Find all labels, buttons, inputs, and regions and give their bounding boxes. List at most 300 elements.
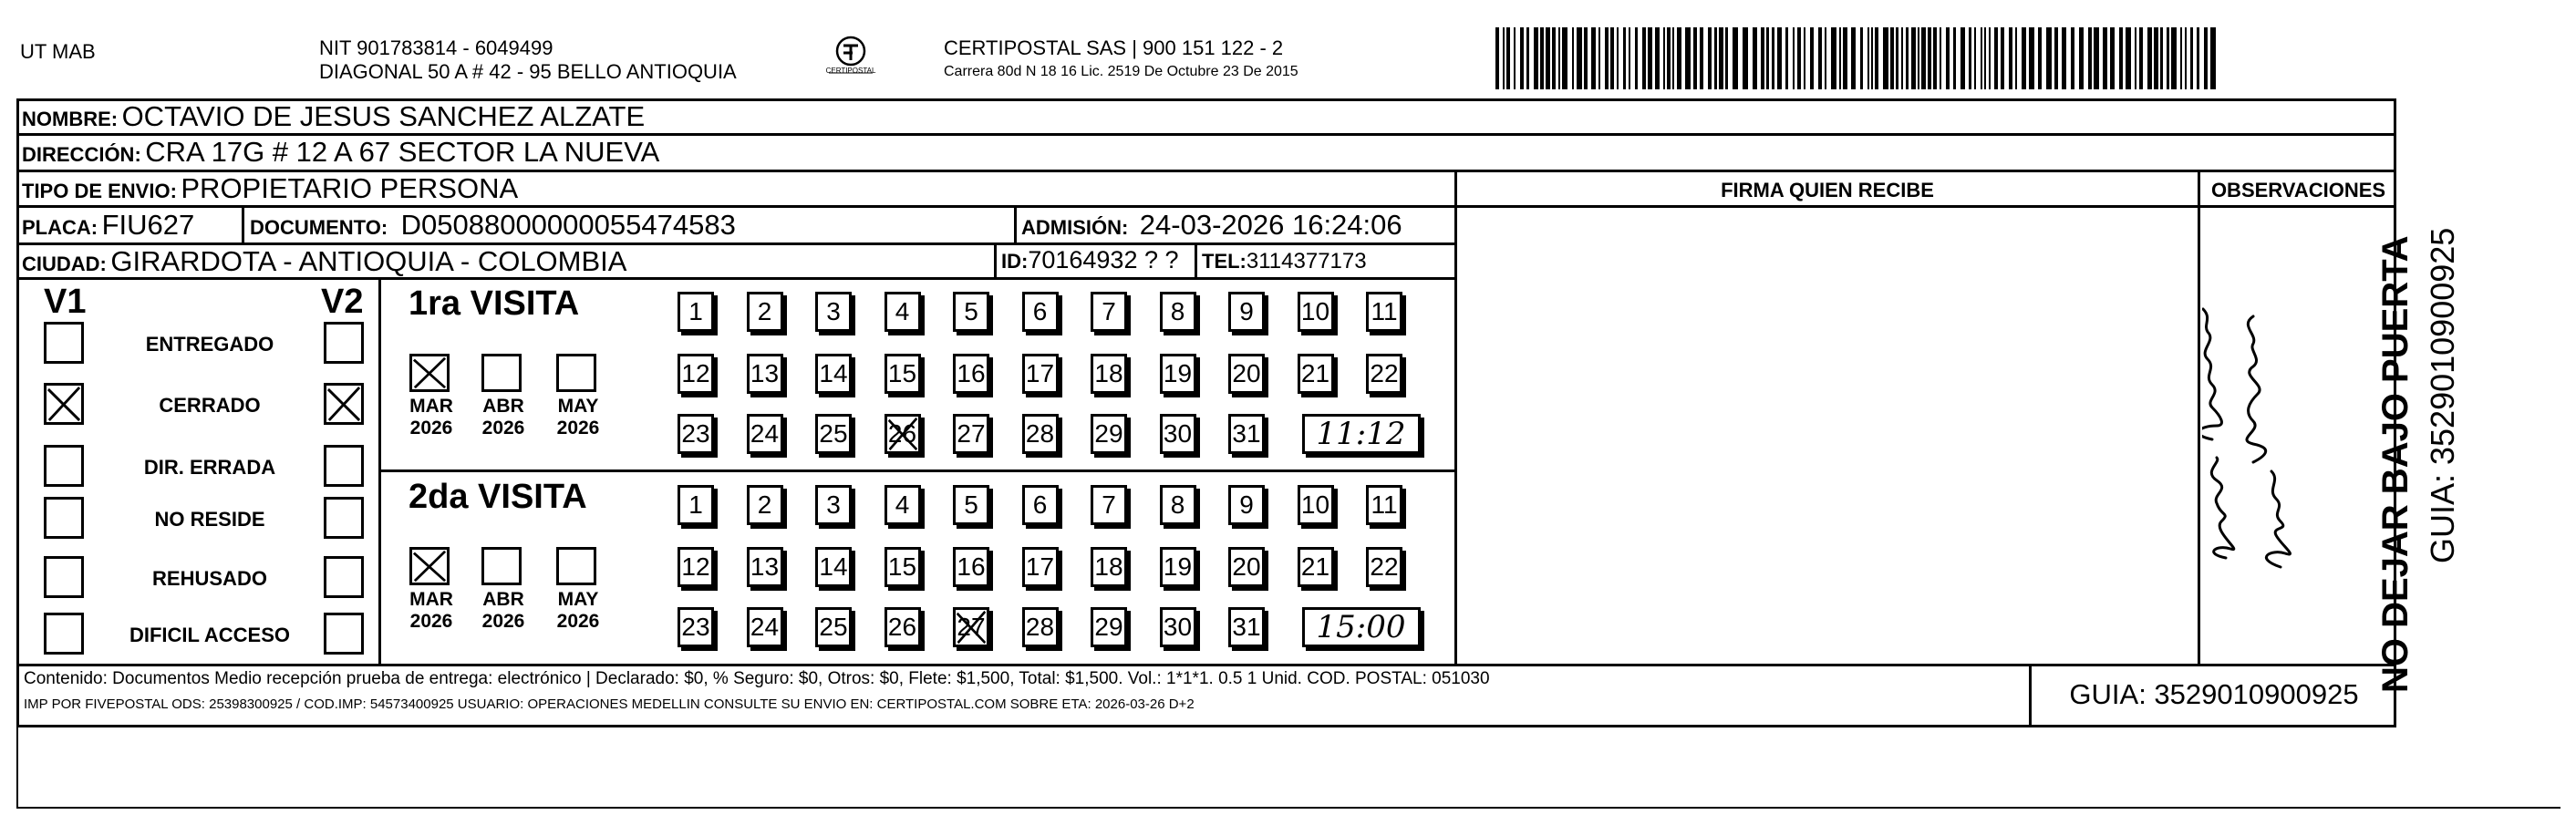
visit2-day-18[interactable]: [1091, 547, 1127, 587]
day-number: 20: [1232, 359, 1261, 387]
barcode-bar: [2171, 27, 2177, 89]
barcode-bar: [1700, 27, 1703, 89]
day-number: 27: [957, 613, 986, 641]
direccion-label: DIRECCIÓN:: [22, 143, 141, 166]
visit2-day-22[interactable]: [1366, 547, 1402, 587]
visit1-day-30[interactable]: [1160, 414, 1196, 454]
check-mark-icon: [47, 386, 81, 422]
v2-checkbox-no-reside[interactable]: [324, 497, 364, 539]
footer-guia: GUIA: 3529010900925: [2069, 678, 2359, 710]
status-label-cerrado: CERRADO: [159, 394, 261, 417]
barcode-bar: [1672, 27, 1674, 89]
visit2-day-10[interactable]: [1298, 485, 1334, 525]
barcode-bar: [2210, 27, 2216, 89]
barcode-bar: [1605, 27, 1609, 89]
month-name: MAY: [557, 589, 599, 610]
day-number: 7: [1102, 490, 1116, 519]
courier-license: Carrera 80d N 18 16 Lic. 2519 De Octubre 23 De 2015: [944, 64, 1298, 79]
barcode-bar: [1642, 27, 1646, 89]
visit1-day-21[interactable]: [1298, 354, 1334, 394]
barcode-bar: [1714, 27, 1717, 89]
visit1-day-4[interactable]: [885, 292, 921, 332]
barcode-bar: [2185, 27, 2187, 89]
barcode-bar: [1890, 27, 1894, 89]
v2-checkbox-dificil-acceso[interactable]: [324, 613, 364, 655]
visit2-day-28[interactable]: [1022, 607, 1059, 647]
visit1-day-23[interactable]: [678, 414, 714, 454]
barcode-bar: [1839, 27, 1841, 89]
day-number: 4: [895, 490, 910, 519]
day-number: 16: [957, 552, 986, 581]
month-year: 2026: [409, 611, 453, 632]
barcode-bar: [2054, 27, 2058, 89]
visit1-title: 1ra VISITA: [409, 284, 580, 323]
barcode-bar: [1989, 27, 1991, 89]
barcode-bar: [1610, 27, 1614, 89]
barcode-bar: [1495, 27, 1499, 89]
barcode-bar: [1534, 27, 1538, 89]
barcode-bar: [1946, 27, 1950, 89]
status-label-rehusado: REHUSADO: [152, 567, 267, 590]
day-number: 31: [1232, 419, 1261, 448]
certipostal-logo: [823, 35, 878, 86]
barcode-bar: [1761, 27, 1764, 89]
visit1-day-5[interactable]: [953, 292, 989, 332]
visit1-day-11[interactable]: [1366, 292, 1402, 332]
v1-checkbox-cerrado[interactable]: [44, 383, 84, 425]
barcode-bar: [1577, 27, 1582, 89]
month-year: 2026: [481, 418, 525, 438]
barcode-bar: [1940, 27, 1941, 89]
day-number: 17: [1025, 359, 1055, 387]
day-number: 31: [1232, 613, 1261, 641]
visit2-day-4[interactable]: [885, 485, 921, 525]
sender-name: UT MAB: [20, 40, 96, 63]
visit1-month-checkbox-may[interactable]: [556, 354, 596, 392]
visit1-day-15[interactable]: [885, 354, 921, 394]
visit1-day-16[interactable]: [953, 354, 989, 394]
visit1-day-7[interactable]: [1091, 292, 1127, 332]
day-number: 23: [681, 613, 710, 641]
visit2-day-20[interactable]: [1228, 547, 1265, 587]
visit2-day-21[interactable]: [1298, 547, 1334, 587]
barcode: [1495, 27, 2225, 89]
v2-header: V2: [321, 283, 364, 321]
status-label-entregado: ENTREGADO: [145, 333, 274, 356]
barcode-bar: [1933, 27, 1937, 89]
visit1-month-checkbox-mar[interactable]: [409, 354, 450, 392]
visit2-day-26[interactable]: [885, 607, 921, 647]
month-year: 2026: [409, 418, 453, 438]
barcode-bar: [2190, 27, 2193, 89]
barcode-bar: [1818, 27, 1822, 89]
observaciones-handwriting: [2202, 208, 2394, 662]
barcode-bar: [2088, 27, 2092, 89]
visit2-day-3[interactable]: [815, 485, 852, 525]
visit1-month-label-may: [551, 396, 605, 439]
barcode-bar: [1810, 27, 1814, 89]
day-number: 16: [957, 359, 986, 387]
day-number: 6: [1032, 297, 1048, 325]
day-number: 5: [964, 297, 978, 325]
barcode-bar: [1743, 27, 1748, 89]
barcode-bar: [1953, 27, 1956, 89]
barcode-bar: [1918, 27, 1919, 89]
day-number: 6: [1032, 490, 1048, 519]
day-number: 2: [757, 490, 772, 519]
day-number: 28: [1025, 419, 1055, 448]
visit1-month-label-mar: [404, 396, 459, 439]
barcode-bar: [1901, 27, 1903, 89]
day-number: 12: [681, 552, 710, 581]
nombre-label: NOMBRE:: [22, 108, 119, 130]
visit2-title: 2da VISITA: [409, 478, 587, 516]
barcode-bar: [1777, 27, 1782, 89]
day-number: 2: [757, 297, 772, 325]
visit1-time-box[interactable]: 11:12: [1302, 414, 1421, 454]
day-number: 28: [1025, 613, 1055, 641]
day-number: 21: [1300, 359, 1330, 387]
barcode-bar: [2147, 27, 2152, 89]
v1-checkbox-dificil-acceso[interactable]: [44, 613, 84, 655]
day-number: 24: [750, 419, 780, 448]
v1-checkbox-dir-errada[interactable]: [44, 445, 84, 487]
day-number: 1: [688, 297, 703, 325]
barcode-bar: [1719, 27, 1723, 89]
day-number: 10: [1300, 490, 1330, 519]
barcode-bar: [1883, 27, 1888, 89]
barcode-bar: [1584, 27, 1588, 89]
day-number: 24: [750, 613, 780, 641]
v1-checkbox-entregado[interactable]: [44, 322, 84, 364]
visit2-day-2[interactable]: [747, 485, 783, 525]
visit1-day-8[interactable]: [1160, 292, 1196, 332]
logo-caption: CERTIPOSTAL: [825, 67, 876, 75]
visit2-day-19[interactable]: [1160, 547, 1196, 587]
id-value: 70164932 ? ?: [1028, 246, 1179, 273]
barcode-bar: [1617, 27, 1619, 89]
month-name: ABR: [482, 589, 524, 610]
day-number: 29: [1094, 419, 1123, 448]
day-number: 25: [819, 419, 848, 448]
day-number: 17: [1025, 552, 1055, 581]
barcode-bar: [2029, 27, 2034, 89]
day-number: 13: [750, 359, 780, 387]
visit2-day-31[interactable]: [1228, 607, 1265, 647]
barcode-bar: [1984, 27, 1986, 89]
barcode-bar: [1667, 27, 1671, 89]
month-name: ABR: [482, 396, 524, 417]
barcode-bar: [2094, 27, 2099, 89]
visit2-day-15[interactable]: [885, 547, 921, 587]
id-label: ID:: [1001, 250, 1029, 273]
day-number: 20: [1232, 552, 1261, 581]
day-number: 26: [887, 613, 917, 641]
visit1-month-checkbox-abr[interactable]: [481, 354, 522, 392]
visit1-day-28[interactable]: [1022, 414, 1059, 454]
day-number: 4: [895, 297, 910, 325]
visit2-month-label-abr: [476, 589, 531, 633]
v2-checkbox-dir-errada[interactable]: [324, 445, 364, 487]
ciudad-value: GIRARDOTA - ANTIOQUIA - COLOMBIA: [110, 245, 627, 277]
month-name: MAR: [409, 396, 453, 417]
visit2-day-16[interactable]: [953, 547, 989, 587]
barcode-bar: [2135, 27, 2136, 89]
day-number: 19: [1163, 359, 1193, 387]
visit2-month-label-may: [551, 589, 605, 633]
barcode-bar: [1928, 27, 1931, 89]
nombre-value: OCTAVIO DE JESUS SANCHEZ ALZATE: [121, 100, 646, 132]
day-number: 11: [1371, 297, 1398, 325]
visit2-day-17[interactable]: [1022, 547, 1059, 587]
barcode-bar: [2110, 27, 2115, 89]
visit2-day-14[interactable]: [815, 547, 852, 587]
visit1-day-2[interactable]: [747, 292, 783, 332]
barcode-bar: [2126, 27, 2131, 89]
barcode-bar: [2062, 27, 2066, 89]
barcode-bar: [1526, 27, 1529, 89]
visit2-month-checkbox-mar[interactable]: [409, 547, 450, 585]
placa-label: PLACA:: [22, 216, 98, 239]
day-number: 21: [1300, 552, 1330, 581]
check-mark-icon: [326, 386, 361, 422]
check-mark-icon: [887, 417, 918, 451]
barcode-bar: [1562, 27, 1567, 89]
tel-label: TEL:: [1202, 250, 1247, 273]
barcode-bar: [1906, 27, 1909, 89]
barcode-bar: [1804, 27, 1805, 89]
day-number: 10: [1300, 297, 1330, 325]
day-number: 14: [819, 552, 848, 581]
check-mark-icon: [956, 610, 987, 645]
documento-value: D05088000000055474583: [400, 209, 736, 241]
ciudad-label: CIUDAD:: [22, 253, 107, 275]
barcode-bar: [1733, 27, 1738, 89]
barcode-bar: [1793, 27, 1795, 89]
documento-label: DOCUMENTO:: [250, 216, 388, 239]
visit1-day-9[interactable]: [1228, 292, 1265, 332]
day-number: 19: [1163, 552, 1193, 581]
visit1-day-14[interactable]: [815, 354, 852, 394]
barcode-bar: [1629, 27, 1630, 89]
barcode-bar: [1867, 27, 1869, 89]
barcode-bar: [2160, 27, 2163, 89]
status-label-no-reside: NO RESIDE: [154, 508, 265, 531]
visit1-day-3[interactable]: [815, 292, 852, 332]
visit2-day-8[interactable]: [1160, 485, 1196, 525]
tel-value: 3114377173: [1246, 249, 1367, 273]
visit1-day-29[interactable]: [1091, 414, 1127, 454]
barcode-bar: [2046, 27, 2052, 89]
barcode-bar: [1655, 27, 1660, 89]
barcode-bar: [1540, 27, 1544, 89]
visit2-day-30[interactable]: [1160, 607, 1196, 647]
barcode-bar: [2001, 27, 2004, 89]
visit2-day-27[interactable]: [953, 607, 989, 647]
firma-header: FIRMA QUIEN RECIBE: [1721, 179, 1934, 201]
visit1-day-12[interactable]: [678, 354, 714, 394]
visit1-day-19[interactable]: [1160, 354, 1196, 394]
barcode-bar: [1860, 27, 1863, 89]
barcode-bar: [1520, 27, 1524, 89]
visit1-day-20[interactable]: [1228, 354, 1265, 394]
barcode-bar: [2022, 27, 2026, 89]
barcode-bar: [1871, 27, 1873, 89]
check-mark-icon: [412, 550, 447, 583]
barcode-bar: [1648, 27, 1652, 89]
visit2-day-13[interactable]: [747, 547, 783, 587]
visit2-day-7[interactable]: [1091, 485, 1127, 525]
visit2-day-24[interactable]: [747, 607, 783, 647]
day-number: 30: [1163, 419, 1193, 448]
barcode-bar: [2079, 27, 2084, 89]
barcode-bar: [1875, 27, 1878, 89]
barcode-bar: [1785, 27, 1788, 89]
barcode-bar: [1851, 27, 1856, 89]
visit1-day-24[interactable]: [747, 414, 783, 454]
barcode-bar: [1960, 27, 1965, 89]
sender-address: DIAGONAL 50 A # 42 - 95 BELLO ANTIOQUIA: [319, 60, 737, 83]
visit1-day-10[interactable]: [1298, 292, 1334, 332]
visit2-time-box[interactable]: 15:00: [1302, 607, 1421, 647]
day-number: 15: [887, 552, 917, 581]
visit1-day-25[interactable]: [815, 414, 852, 454]
day-number: 18: [1094, 552, 1123, 581]
visit1-day-27[interactable]: [953, 414, 989, 454]
barcode-bar: [1677, 27, 1681, 89]
visit1-day-22[interactable]: [1366, 354, 1402, 394]
day-number: 11: [1371, 490, 1398, 519]
visit1-day-1[interactable]: [678, 292, 714, 332]
barcode-bar: [1514, 27, 1516, 89]
v1-checkbox-no-reside[interactable]: [44, 497, 84, 539]
day-number: 8: [1170, 297, 1185, 325]
day-number: 3: [826, 297, 841, 325]
side-guia: GUIA: 3529010900925: [2424, 227, 2461, 563]
visit2-day-11[interactable]: [1366, 485, 1402, 525]
barcode-bar: [1896, 27, 1898, 89]
day-number: 5: [964, 490, 978, 519]
barcode-bar: [2154, 27, 2158, 89]
day-number: 26: [887, 419, 917, 448]
day-number: 9: [1239, 490, 1254, 519]
barcode-bar: [2139, 27, 2143, 89]
v2-checkbox-rehusado[interactable]: [324, 556, 364, 598]
visit2-day-5[interactable]: [953, 485, 989, 525]
day-number: 30: [1163, 613, 1193, 641]
day-number: 8: [1170, 490, 1185, 519]
footer-contenido: Contenido: Documentos Medio recepción prueba de entrega: electrónico | Declarado: $0, % Seguro: $0, Otros: $0, Flete: $1,500, Total: $1,500. Vol.: 1*1*1. 0.5 1 Unid. COD. POSTAL: 051030: [24, 669, 1490, 688]
visit1-day-26[interactable]: [885, 414, 921, 454]
visit2-day-29[interactable]: [1091, 607, 1127, 647]
v1-checkbox-rehusado[interactable]: [44, 556, 84, 598]
day-number: 1: [688, 490, 703, 519]
barcode-bar: [1994, 27, 1998, 89]
visit2-day-23[interactable]: [678, 607, 714, 647]
barcode-bar: [1725, 27, 1728, 89]
barcode-bar: [2009, 27, 2012, 89]
day-number: 12: [681, 359, 710, 387]
barcode-bar: [1623, 27, 1626, 89]
barcode-bar: [1635, 27, 1638, 89]
visit2-month-checkbox-may[interactable]: [556, 547, 596, 585]
barcode-bar: [2204, 27, 2208, 89]
day-number: 27: [957, 419, 986, 448]
barcode-bar: [1503, 27, 1505, 89]
barcode-bar: [1753, 27, 1757, 89]
side-warning: NO DEJAR BAJO PUERTA: [2375, 235, 2416, 693]
month-year: 2026: [556, 611, 600, 632]
visit2-day-1[interactable]: [678, 485, 714, 525]
day-number: 13: [750, 552, 780, 581]
barcode-bar: [1591, 27, 1596, 89]
barcode-bar: [1506, 27, 1510, 89]
visit1-day-18[interactable]: [1091, 354, 1127, 394]
barcode-bar: [1558, 27, 1560, 89]
barcode-bar: [2180, 27, 2182, 89]
barcode-bar: [1552, 27, 1556, 89]
barcode-bar: [1546, 27, 1550, 89]
visit2-day-9[interactable]: [1228, 485, 1265, 525]
v2-checkbox-entregado[interactable]: [324, 322, 364, 364]
barcode-bar: [1708, 27, 1712, 89]
visit1-day-31[interactable]: [1228, 414, 1265, 454]
barcode-bar: [1911, 27, 1916, 89]
day-number: 22: [1370, 359, 1399, 387]
barcode-bar: [1693, 27, 1697, 89]
barcode-bar: [1969, 27, 1971, 89]
barcode-bar: [1663, 27, 1665, 89]
direccion-value: CRA 17G # 12 A 67 SECTOR LA NUEVA: [145, 136, 660, 168]
day-number: 22: [1370, 552, 1399, 581]
footer-imp: IMP POR FIVEPOSTAL ODS: 25398300925 / COD.IMP: 54573400925 USUARIO: OPERACIONES MEDELLIN CONSULTE SU ENVIO EN: CERTIPOSTAL.COM SOBRE ETA: 2026-03-26 D+2: [24, 696, 1195, 712]
month-year: 2026: [556, 418, 600, 438]
placa-value: FIU627: [101, 209, 195, 241]
barcode-bar: [1843, 27, 1847, 89]
visit2-month-checkbox-abr[interactable]: [481, 547, 522, 585]
status-label-dir-errada: DIR. ERRADA: [143, 456, 276, 479]
barcode-bar: [2038, 27, 2042, 89]
tipo-envio-value: PROPIETARIO PERSONA: [181, 172, 519, 204]
visit1-day-6[interactable]: [1022, 292, 1059, 332]
barcode-bar: [1921, 27, 1926, 89]
barcode-bar: [1797, 27, 1801, 89]
sender-nit: NIT 901783814 - 6049499: [319, 36, 553, 59]
visit2-day-6[interactable]: [1022, 485, 1059, 525]
visit1-day-17[interactable]: [1022, 354, 1059, 394]
check-mark-icon: [412, 356, 447, 389]
visit2-day-25[interactable]: [815, 607, 852, 647]
v2-checkbox-cerrado[interactable]: [324, 383, 364, 425]
day-number: 23: [681, 419, 710, 448]
visit1-day-13[interactable]: [747, 354, 783, 394]
barcode-bar: [1598, 27, 1600, 89]
day-number: 15: [887, 359, 917, 387]
barcode-bar: [1974, 27, 1976, 89]
v1-header: V1: [44, 283, 87, 321]
barcode-bar: [2071, 27, 2074, 89]
observaciones-header: OBSERVACIONES: [2210, 179, 2386, 201]
day-number: 29: [1094, 613, 1123, 641]
barcode-bar: [2103, 27, 2107, 89]
admision-label: ADMISIÓN:: [1021, 216, 1129, 239]
courier-name: CERTIPOSTAL SAS | 900 151 122 - 2: [944, 36, 1284, 59]
barcode-bar: [2015, 27, 2017, 89]
visit2-day-12[interactable]: [678, 547, 714, 587]
month-name: MAR: [409, 589, 453, 610]
admision-value: 24-03-2026 16:24:06: [1139, 209, 1402, 241]
day-number: 7: [1102, 297, 1116, 325]
